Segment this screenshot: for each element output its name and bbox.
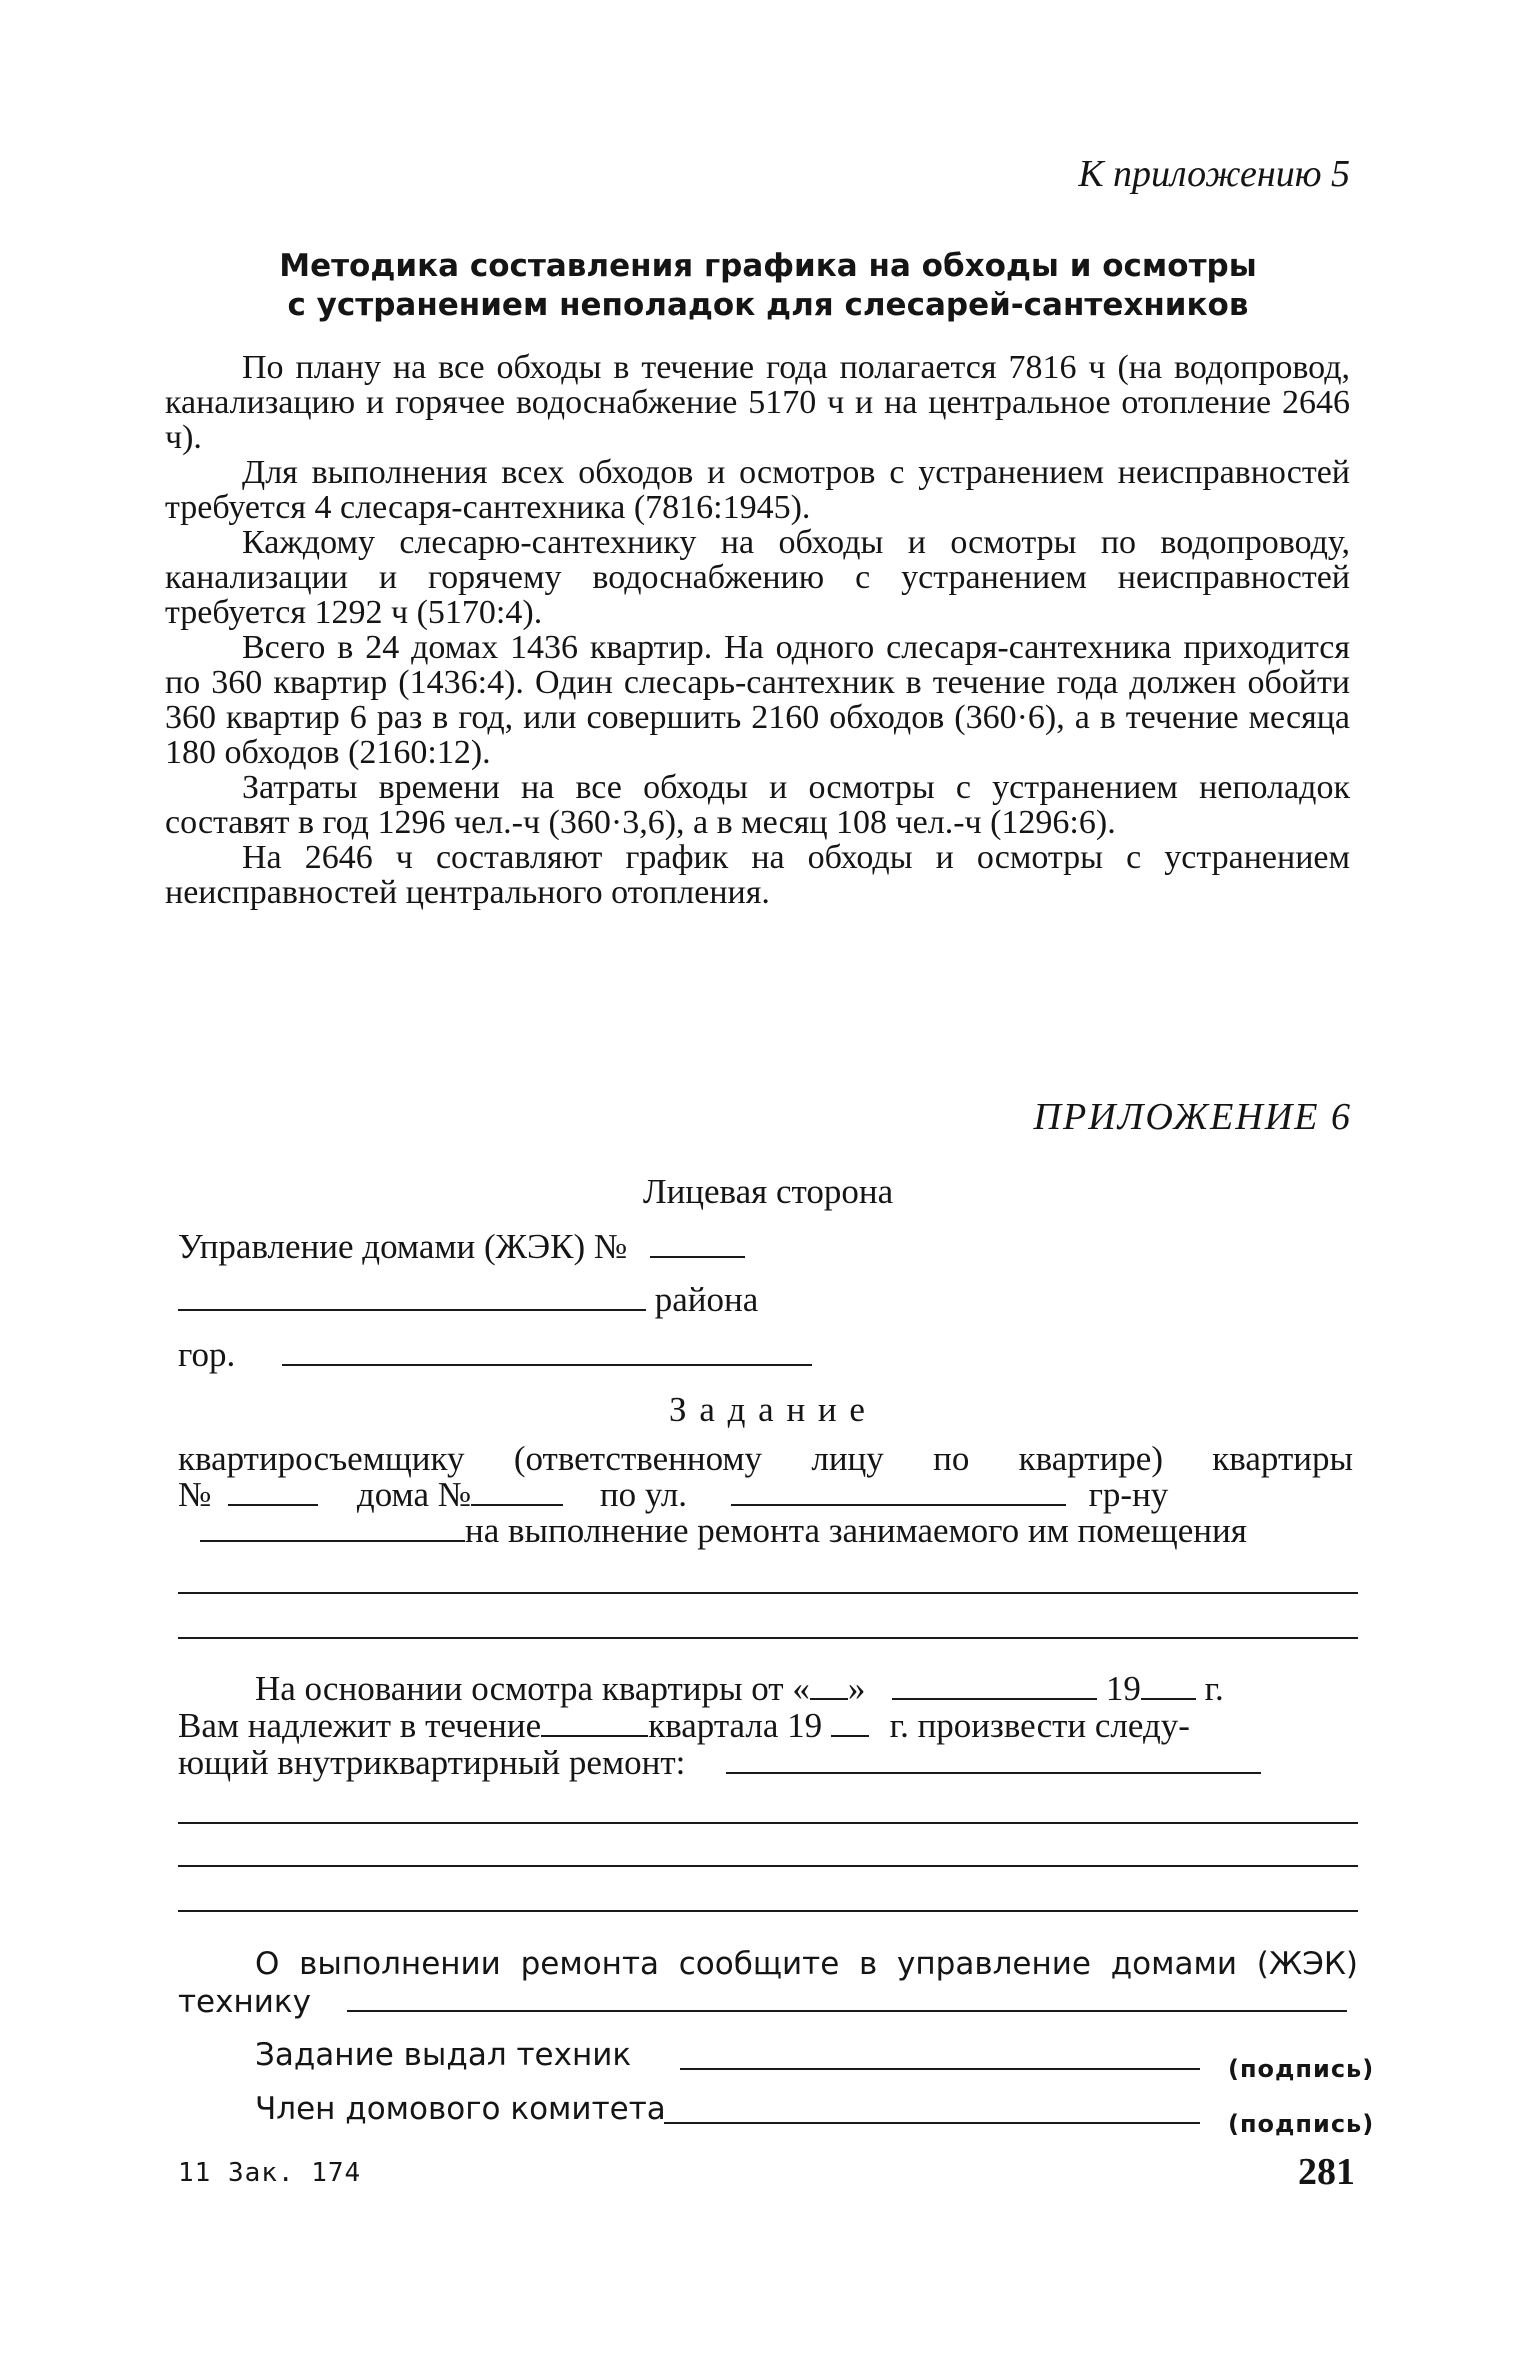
repair-label: на выполнение ремонта занимаемого им помещения bbox=[465, 1511, 1247, 1550]
report-label: О выполнении ремонта сообщите в управление домами (ЖЭК) bbox=[255, 1946, 1358, 1982]
inspection-year-field[interactable] bbox=[1141, 1698, 1196, 1700]
repair-line bbox=[178, 1744, 1261, 1781]
blank-line[interactable] bbox=[178, 1592, 1358, 1594]
quarter-prefix: Вам надлежит в течение bbox=[178, 1706, 542, 1745]
paragraph: По плану на все обходы в течение года полагается 7816 ч (на водопровод, канализацию и горячее водоснабжение 5170 ч и на центральное отопление 2646 ч). bbox=[165, 349, 1350, 456]
inspection-close: » bbox=[847, 1669, 866, 1708]
footer-order: 11 Зак. 174 bbox=[178, 2158, 362, 2188]
citizen-name-field[interactable] bbox=[200, 1540, 465, 1542]
house-number-field[interactable] bbox=[471, 1504, 563, 1506]
inspection-month-field[interactable] bbox=[892, 1698, 1097, 1700]
inspection-line bbox=[178, 1670, 1358, 1707]
methodology-body bbox=[165, 350, 1350, 910]
street-field[interactable] bbox=[731, 1504, 1066, 1506]
task-line2 bbox=[178, 1477, 1353, 1513]
appendix-reference: К приложению 5 bbox=[1078, 153, 1350, 195]
paragraph: Всего в 24 домах 1436 квартир. На одного слесаря-сантехника приходится по 360 квартир (1436:4). Один слесарь-сантехник в течение года должен обойти 360 квартир 6 раз в год, или совершить 2160 обходов (360·6), а в течение месяца 180 обходов (2160:12). bbox=[165, 629, 1350, 771]
task-title: З а д а н и е bbox=[669, 1390, 867, 1429]
paragraph: Затраты времени на все обходы и осмотры с устранением неполадок составят в год 1296 чел.-ч (360·3,6), а в месяц 108 чел.-ч (1296:6). bbox=[165, 769, 1350, 841]
quarter-number-field[interactable] bbox=[541, 1735, 648, 1737]
methodology-title-line1: Методика составления графика на обходы и осмотры bbox=[279, 248, 1257, 284]
inspection-prefix: На основании осмотра квартиры от « bbox=[255, 1669, 810, 1708]
blank-line[interactable] bbox=[178, 1822, 1358, 1824]
report-line1 bbox=[178, 1945, 1358, 1983]
apartment-number-label: № bbox=[178, 1475, 212, 1514]
issued-signature-caption: (подпись) bbox=[1228, 2055, 1375, 2083]
quarter-line bbox=[178, 1707, 1358, 1744]
blank-line[interactable] bbox=[178, 1637, 1358, 1639]
issued-line bbox=[255, 2036, 631, 2074]
methodology-title bbox=[178, 247, 1358, 325]
apartment-number-field[interactable] bbox=[228, 1504, 318, 1506]
issued-label: Задание выдал техник bbox=[255, 2037, 632, 2073]
paragraph: Для выполнения всех обходов и осмотров с устранением неисправностей требуется 4 слесаря-сантехника (7816:1945). bbox=[165, 454, 1350, 526]
year-prefix: 19 bbox=[1105, 1669, 1141, 1708]
repair-description-field[interactable] bbox=[726, 1772, 1261, 1774]
city-field[interactable] bbox=[282, 1364, 812, 1366]
district-field[interactable] bbox=[178, 1309, 646, 1311]
quarter-label: квартала 19 bbox=[648, 1706, 823, 1745]
paragraph: Каждому слесарю-сантехнику на обходы и осмотры по водопроводу, канализации и горячему водоснабжению с устранением неисправностей требуется 1292 ч (5170:4). bbox=[165, 524, 1350, 631]
face-side-label: Лицевая сторона bbox=[642, 1172, 894, 1211]
technician-label: технику bbox=[178, 1984, 311, 2020]
blank-line[interactable] bbox=[178, 1910, 1358, 1912]
report-line2 bbox=[178, 1983, 1347, 2021]
house-label: дома № bbox=[356, 1475, 472, 1514]
city-line bbox=[178, 1335, 812, 1375]
methodology-title-line2: с устранением неполадок для слесарей-сантехников bbox=[287, 287, 1249, 323]
district-label: района bbox=[654, 1280, 759, 1319]
technician-field[interactable] bbox=[347, 2010, 1347, 2012]
district-line bbox=[178, 1280, 758, 1320]
repair-line-label: ющий внутриквартирный ремонт: bbox=[178, 1743, 686, 1782]
member-label: Член домового комитета bbox=[255, 2091, 666, 2127]
member-signature-caption: (подпись) bbox=[1228, 2110, 1375, 2138]
city-label: гор. bbox=[178, 1335, 236, 1374]
issued-signature-field[interactable] bbox=[680, 2068, 1200, 2070]
blank-line[interactable] bbox=[178, 1865, 1358, 1867]
task-line3 bbox=[178, 1513, 1247, 1549]
appendix-title: ПРИЛОЖЕНИЕ 6 bbox=[1033, 1096, 1352, 1138]
member-line bbox=[255, 2090, 666, 2128]
citizen-label: гр-ну bbox=[1088, 1475, 1169, 1514]
year-suffix: г. bbox=[1204, 1669, 1224, 1708]
admin-number-field[interactable] bbox=[650, 1256, 745, 1258]
quarter-year-field[interactable] bbox=[831, 1735, 869, 1737]
quarter-suffix: г. произвести следу- bbox=[889, 1706, 1190, 1745]
member-signature-field[interactable] bbox=[664, 2122, 1200, 2124]
page-number: 281 bbox=[1298, 2151, 1355, 2193]
inspection-day-field[interactable] bbox=[810, 1698, 848, 1700]
street-label: по ул. bbox=[599, 1475, 688, 1514]
task-line1: квартиросъемщику (ответственному лицу по квартире) квартиры bbox=[178, 1439, 1353, 1478]
admin-label: Управление домами (ЖЭК) № bbox=[178, 1227, 628, 1266]
admin-line bbox=[178, 1227, 745, 1267]
paragraph: На 2646 ч составляют график на обходы и осмотры с устранением неисправностей центрального отопления. bbox=[165, 839, 1350, 911]
